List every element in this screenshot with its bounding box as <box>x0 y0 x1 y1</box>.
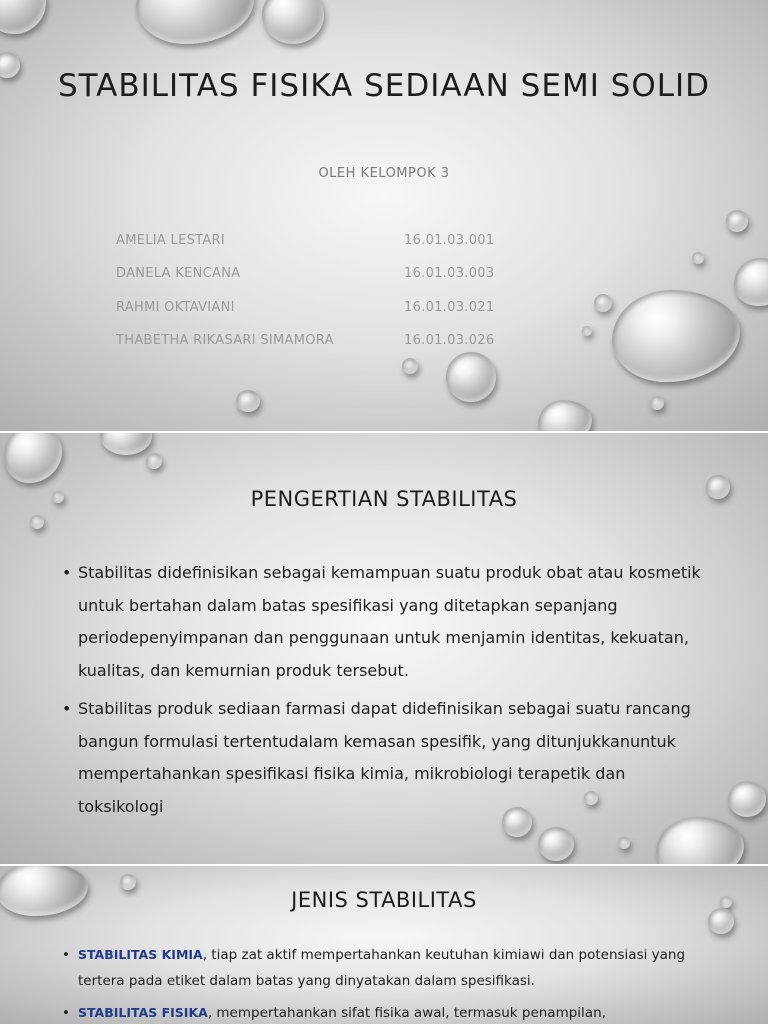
water-drop-decoration <box>728 781 766 817</box>
water-drop-decoration <box>4 433 62 483</box>
water-drop-decoration <box>446 352 496 402</box>
water-drop-decoration <box>236 390 260 412</box>
presentation-subtitle: OLEH KELOMPOK 3 <box>318 166 450 181</box>
bullet-text: Stabilitas produk sediaan farmasi dapat didefinisikan sebagai suatu rancang bangun formulasi tertentudalam kemasan spesifik, yang ditunjukkanuntuk mempertahankan spesifikasi fisika kimia, mikrobiologi terapetik dan toksikologi <box>78 699 691 816</box>
water-drop-decoration <box>402 358 418 374</box>
water-drop-decoration <box>136 0 254 44</box>
member-nim: 16.01.03.001 <box>404 233 495 248</box>
water-drop-decoration <box>538 400 592 431</box>
water-drop-decoration <box>650 396 664 410</box>
slide-pengertian <box>0 433 768 864</box>
member-name: THABETHA RIKASARI SIMAMORA <box>116 333 334 348</box>
member-name: DANELA KENCANA <box>116 266 241 281</box>
slide-heading: PENGERTIAN STABILITAS <box>250 487 518 511</box>
bullet-text: , mempertahankan sifat fisika awal, termasuk penampilan, <box>207 1005 606 1021</box>
water-drop-decoration <box>582 326 592 336</box>
bullet-marker: • <box>62 699 72 718</box>
water-drop-decoration <box>726 210 748 232</box>
slide-title-page <box>0 0 768 431</box>
slide-jenis <box>0 866 768 1024</box>
bullet-marker: • <box>62 563 72 582</box>
water-drop-decoration <box>734 258 768 306</box>
water-drop-decoration <box>100 433 152 455</box>
list-item <box>62 693 712 823</box>
bullet-marker: • <box>62 947 70 963</box>
water-drop-decoration <box>30 515 44 529</box>
water-drop-decoration <box>612 290 740 382</box>
presentation-title: STABILITAS FISIKA SEDIAAN SEMI SOLID <box>57 68 711 104</box>
term-highlight: STABILITAS FISIKA <box>78 1005 208 1020</box>
member-nim: 16.01.03.003 <box>404 266 495 281</box>
bullet-text: , tiap zat aktif mempertahankan keutuhan kimiawi dan potensiasi yang tertera pada etiket dalam batas yang dinyatakan dalam spesifikasi. <box>78 947 686 989</box>
list-item <box>62 1000 712 1024</box>
bullet-marker: • <box>62 1005 70 1021</box>
slide-heading: JENIS STABILITAS <box>291 888 477 912</box>
water-drop-decoration <box>594 294 612 312</box>
bullet-list <box>62 942 712 1024</box>
bullet-list <box>62 557 712 829</box>
bullet-text: Stabilitas didefinisikan sebagai kemampuan suatu produk obat atau kosmetik untuk bertahan dalam batas spesifikasi yang ditetapkan sepanjang periodepenyimpanan dan penggunaan untuk menjamin identitas, kekuatan, kualitas, dan kemurnian produk tersebut. <box>78 563 701 680</box>
water-drop-decoration <box>692 252 704 264</box>
member-name: RAHMI OKTAVIANI <box>116 300 235 315</box>
water-drop-decoration <box>618 837 630 849</box>
member-nim: 16.01.03.021 <box>404 300 495 315</box>
member-name: AMELIA LESTARI <box>116 233 226 248</box>
list-item <box>62 942 712 994</box>
term-highlight: STABILITAS KIMIA <box>78 947 203 962</box>
water-drop-decoration <box>262 0 324 44</box>
water-drop-decoration <box>0 0 46 34</box>
member-nim: 16.01.03.026 <box>404 333 495 348</box>
water-drop-decoration <box>538 827 574 861</box>
water-drop-decoration <box>146 453 162 469</box>
list-item <box>62 557 712 687</box>
